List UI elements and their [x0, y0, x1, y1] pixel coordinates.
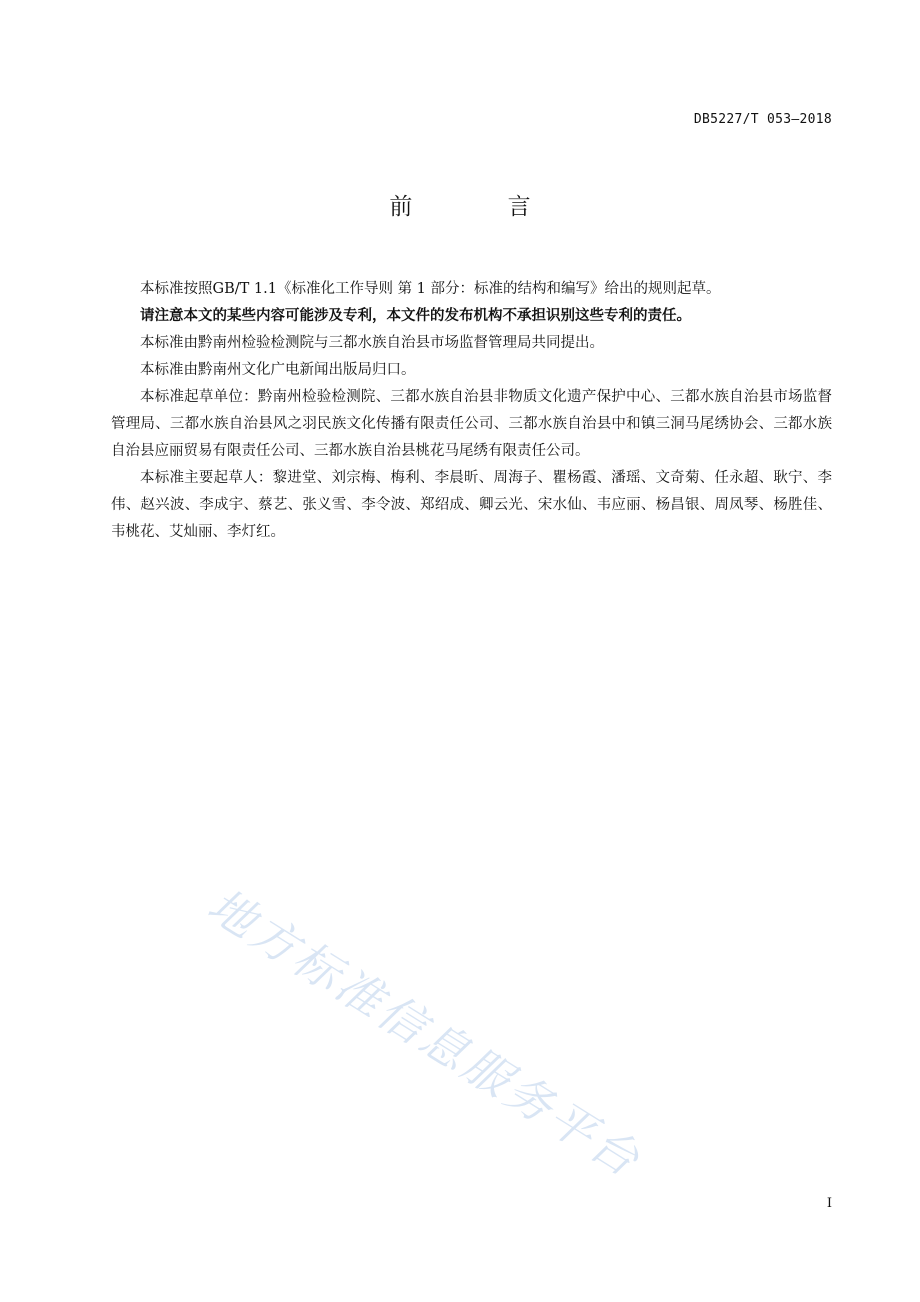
page-number: I: [826, 1196, 832, 1211]
standard-code: DB5227/T 053—2018: [693, 112, 832, 127]
paragraph-drafters: 本标准主要起草人：黎进堂、刘宗梅、梅利、李晨昕、周海子、瞿杨霞、潘瑶、文奇菊、任永超、耿宁、李伟、赵兴波、李成宇、蔡艺、张义雪、李令波、郑绍成、卿云光、宋水仙、韦应丽、杨昌银、周凤琴、杨胜佳、韦桃花、艾灿丽、李灯红。: [111, 470, 832, 540]
paragraph-drafting-units: 本标准起草单位：黔南州检验检测院、三都水族自治县非物质文化遗产保护中心、三都水族自治县市场监督管理局、三都水族自治县风之羽民族文化传播有限责任公司、三都水族自治县中和镇三洞马尾绣协会、三都水族自治县应丽贸易有限责任公司、三都水族自治县桃花马尾绣有限责任公司。: [111, 389, 832, 459]
document-body: [111, 276, 832, 546]
paragraph-administrator: 本标准由黔南州文化广电新闻出版局归口。: [140, 362, 416, 378]
page-title: 前 言: [389, 194, 575, 220]
paragraph-drafting-rules: 本标准按照GB/T 1.1《标准化工作导则 第 1 部分：标准的结构和编写》给出的规则起草。: [140, 281, 721, 297]
paragraph-patent-notice: 请注意本文的某些内容可能涉及专利，本文件的发布机构不承担识别这些专利的责任。: [140, 308, 691, 324]
watermark: 地方标准信息服务平台: [198, 877, 652, 1189]
paragraph-proposer: 本标准由黔南州检验检测院与三都水族自治县市场监督管理局共同提出。: [140, 335, 604, 351]
